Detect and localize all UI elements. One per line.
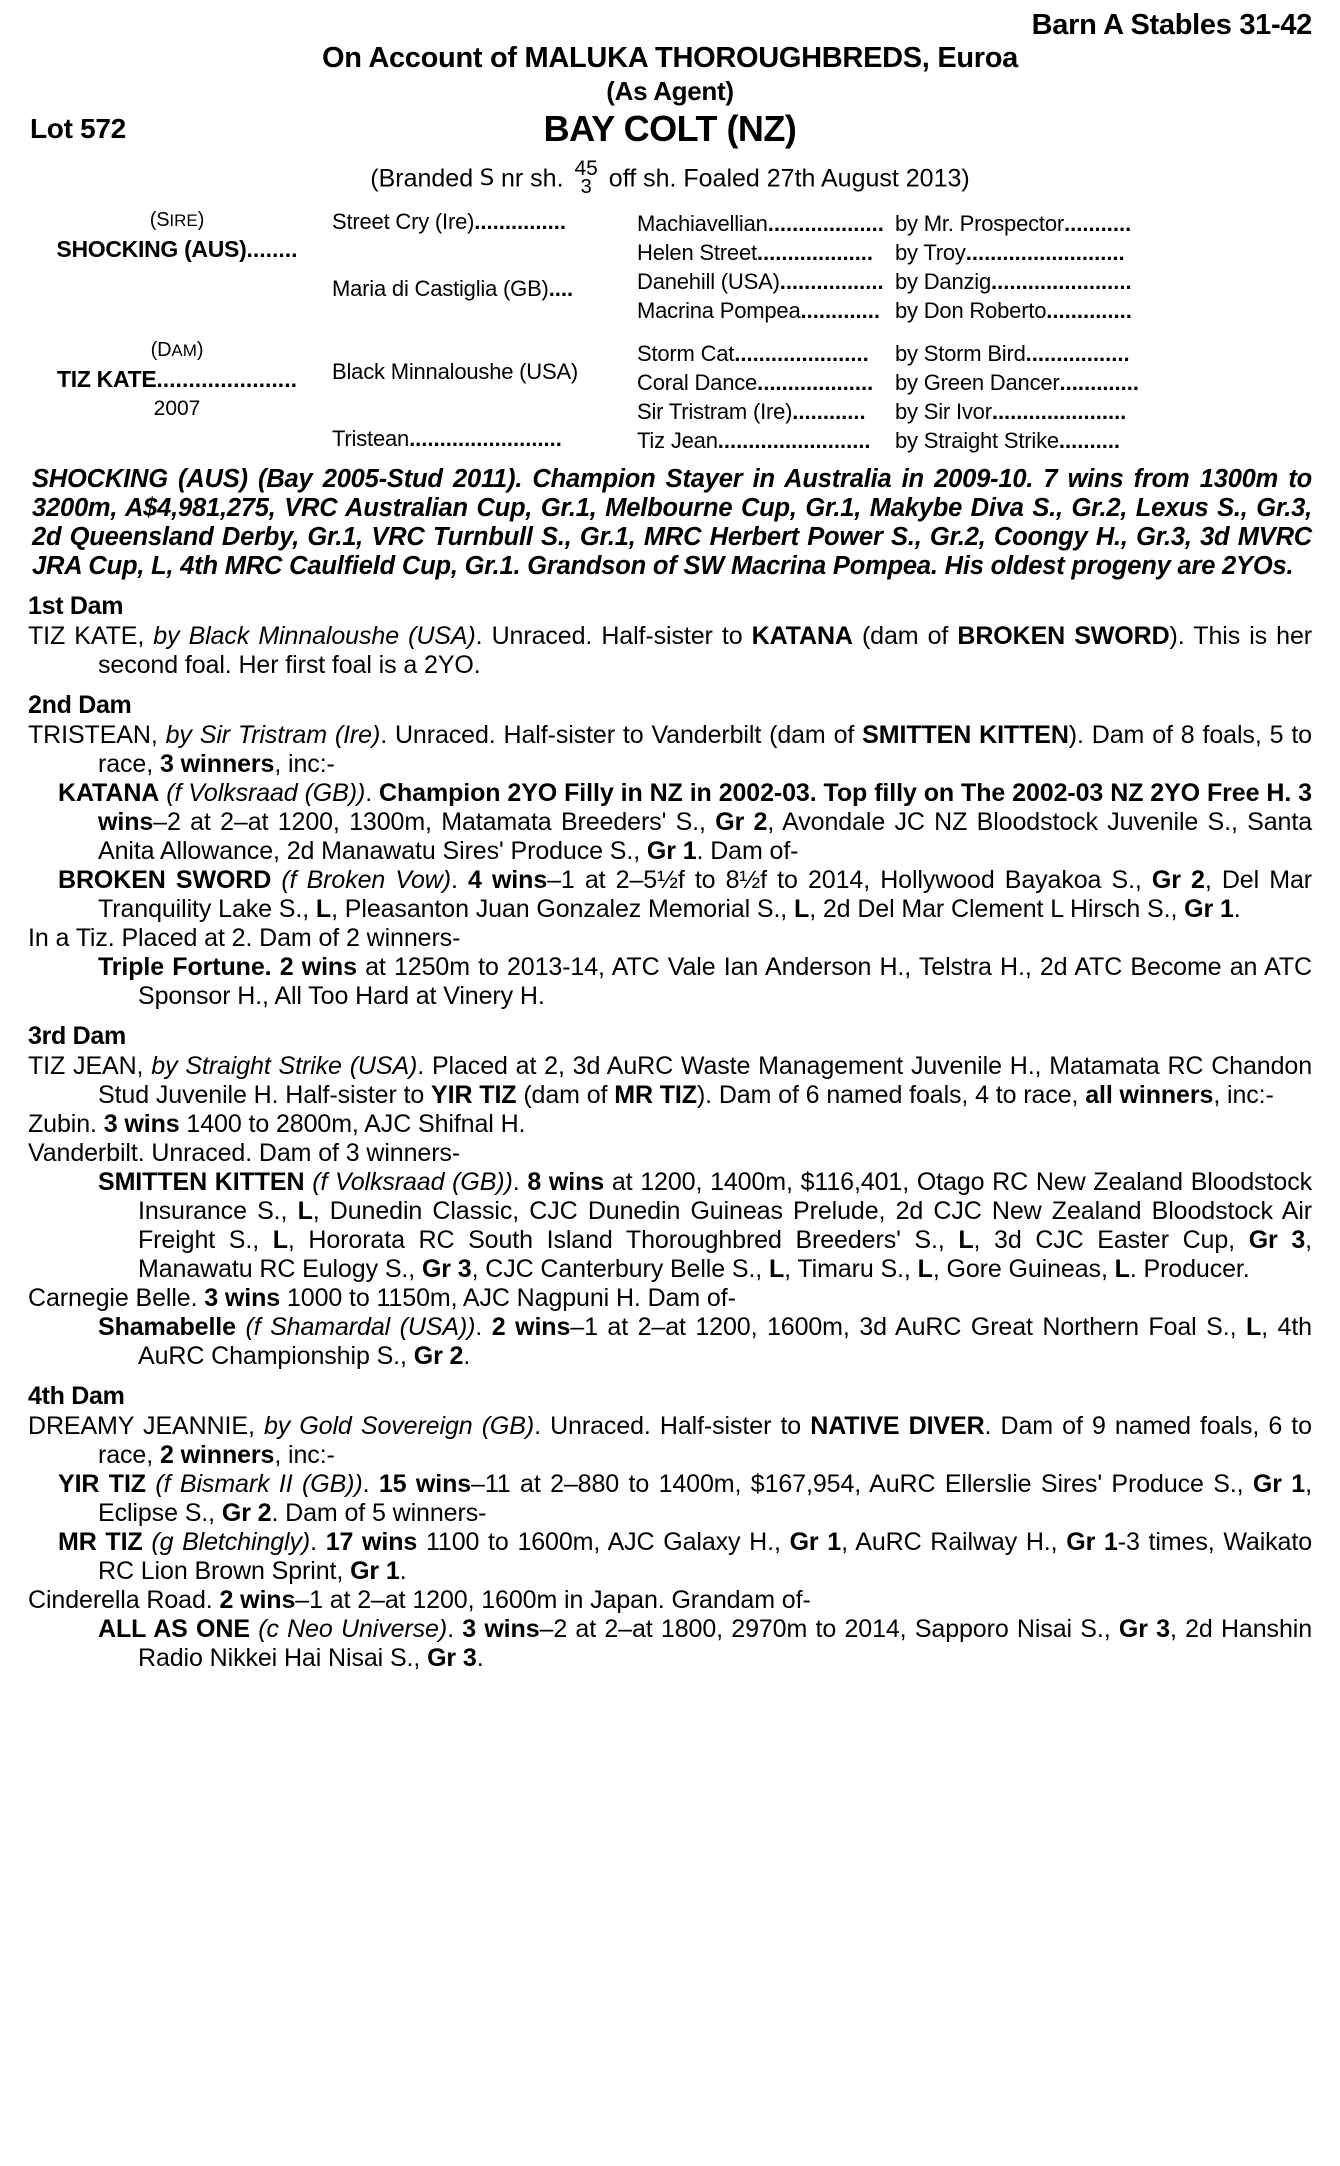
fourth-dam-name: DREAMY JEANNIE, xyxy=(28,1412,255,1441)
sire-parent-1-dots: ............... xyxy=(474,208,566,234)
subprogeny-sire: (c Neo Universe) xyxy=(258,1615,448,1644)
second-dam-sire: by Sir Tristram (Ire) xyxy=(165,721,381,750)
grandparent-sire xyxy=(895,397,1318,426)
fourth-dam-winners: 2 winners xyxy=(159,1441,275,1470)
gp-by-dots: .......................... xyxy=(965,239,1125,265)
gp-name-dots: ............ xyxy=(792,398,866,424)
gp-by-text: by Green Dancer xyxy=(895,369,1060,395)
grandparent-name xyxy=(637,426,895,455)
progeny-subentry xyxy=(22,1313,1318,1371)
progeny-sire: (f Bismark II (GB)) xyxy=(155,1470,363,1499)
gp-by-text: by Danzig xyxy=(895,268,992,294)
gp-by-dots: .............. xyxy=(1046,297,1132,323)
grandparent-name xyxy=(637,238,895,267)
progeny-name: YIR TIZ xyxy=(58,1470,146,1499)
pedigree-sire-grandparents-col xyxy=(637,209,1318,325)
dam-parent-2-name: Tristean xyxy=(332,425,410,451)
subprogeny-sire: (f Shamardal (USA)) xyxy=(245,1313,476,1342)
fourth-dam-body xyxy=(22,1412,1318,1470)
sire-parent-2-dots: .... xyxy=(548,275,574,301)
brand-description xyxy=(22,156,1318,199)
progeny-entry xyxy=(22,866,1318,924)
dam-role-label xyxy=(22,339,332,362)
progeny-entry xyxy=(22,779,1318,866)
agent-note: (As Agent) xyxy=(606,75,734,106)
progeny-subentry xyxy=(22,1615,1318,1673)
sire-parent-2-name: Maria di Castiglia (GB) xyxy=(332,275,549,301)
table-row xyxy=(637,209,1318,238)
fourth-dam-relative: NATIVE DIVER xyxy=(810,1412,985,1441)
third-dam-relative-2: MR TIZ xyxy=(614,1081,697,1110)
pedigree-table xyxy=(22,209,1318,455)
third-dam-sire: by Straight Strike (USA) xyxy=(151,1052,418,1081)
sire-name xyxy=(22,236,332,263)
pedigree-sire-parents-col xyxy=(332,209,637,325)
page-title: BAY COLT (NZ) xyxy=(543,107,797,149)
grandparent-sire xyxy=(895,238,1318,267)
gp-by-text: by Don Roberto xyxy=(895,297,1047,323)
grandparent-name xyxy=(637,397,895,426)
pedigree-dam-parents-col xyxy=(332,339,637,455)
table-row xyxy=(637,426,1318,455)
pedigree-dam-col xyxy=(22,339,332,455)
fourth-dam-text-b: . Dam of 9 named foals, 6 to race, xyxy=(98,1412,1312,1470)
gp-by-text: by Troy xyxy=(895,239,966,265)
third-dam-name: TIZ JEAN, xyxy=(28,1052,144,1081)
fourth-dam-sire: by Gold Sovereign (GB) xyxy=(263,1412,535,1441)
gp-by-text: by Mr. Prospector xyxy=(895,210,1064,236)
line-body: Unraced. Dam of 3 winners- xyxy=(144,1139,461,1168)
grandparent-name xyxy=(637,296,895,325)
first-dam-body xyxy=(22,622,1318,680)
gp-name-text: Machiavellian xyxy=(637,210,768,236)
second-dam-text-a: . Unraced. Half-sister to Vanderbilt (dam of xyxy=(380,721,863,750)
fourth-dam-text-c: , inc:- xyxy=(274,1441,335,1470)
dam-role-close: ) xyxy=(196,338,204,361)
gp-name-dots: ...................... xyxy=(734,340,869,366)
subprogeny-record: . 2 wins–1 at 2–at 1200, 1600m, 3d AuRC Great Northern Foal S., L, 4th AuRC Championship S., Gr 2. xyxy=(138,1313,1312,1371)
third-dam-subline: Carnegie Belle. 3 wins 1000 to 1150m, AJC Nagpuni H. Dam of- xyxy=(28,1284,736,1313)
line-body: 3 wins 1400 to 2800m, AJC Shifnal H. xyxy=(103,1110,526,1139)
gp-by-dots: ...................... xyxy=(991,398,1127,424)
sire-role-label xyxy=(22,209,332,232)
brand-prefix-text: (Branded xyxy=(370,164,474,193)
grandparent-sire xyxy=(895,209,1318,238)
second-dam-text-c: , inc:- xyxy=(274,750,335,779)
brand-suffix-text: off sh. Foaled 27th August 2013) xyxy=(608,164,970,193)
table-row xyxy=(637,397,1318,426)
sire-name-text: SHOCKING (AUS) xyxy=(56,235,247,262)
dam-role-smallcaps: AM xyxy=(171,340,197,360)
brand-symbol-icon: S xyxy=(479,166,495,192)
gp-name-text: Coral Dance xyxy=(637,369,758,395)
progeny-entry xyxy=(22,1168,1318,1284)
line-lead: Zubin. xyxy=(28,1110,97,1139)
dam-parent-2-dots: ......................... xyxy=(409,425,562,451)
third-dam-body xyxy=(22,1052,1318,1110)
grandparent-sire xyxy=(895,426,1318,455)
grandparent-sire xyxy=(895,296,1318,325)
gp-name-text: Helen Street xyxy=(637,239,757,265)
subprogeny-name: ALL AS ONE xyxy=(98,1615,250,1644)
fourth-dam-text-a: . Unraced. Half-sister to xyxy=(534,1412,811,1441)
brand-near-shoulder-text: nr sh. xyxy=(501,164,564,193)
pedigree-sire-col xyxy=(22,209,332,325)
second-dam-subline: In a Tiz. Placed at 2. Dam of 2 winners- xyxy=(28,924,461,953)
gp-name-dots: ................... xyxy=(756,239,874,265)
gp-name-dots: ................... xyxy=(757,369,874,395)
dam-name-dots: ...................... xyxy=(156,365,297,392)
lot-title-row xyxy=(22,109,1318,153)
dam-foaling-year: 2007 xyxy=(153,396,201,420)
second-dam-relative: SMITTEN KITTEN xyxy=(862,721,1069,750)
pedigree-dam-grandparents-col xyxy=(637,339,1318,455)
grandparent-name xyxy=(637,368,895,397)
brand-denominator: 3 xyxy=(580,176,592,199)
second-dam-name: TRISTEAN, xyxy=(28,721,158,750)
table-row xyxy=(637,296,1318,325)
line-lead: Vanderbilt. xyxy=(28,1139,145,1168)
table-row xyxy=(637,267,1318,296)
table-row xyxy=(637,368,1318,397)
gp-by-dots: ............. xyxy=(1059,369,1139,395)
subprogeny-record: 2 wins at 1250m to 2013-14, ATC Vale Ian Anderson H., Telstra H., 2d ATC Become an ATC Sponsor H., All Too Hard at Vinery H. xyxy=(138,953,1312,1011)
progeny-name: MR TIZ xyxy=(58,1528,143,1557)
first-dam-heading: 1st Dam xyxy=(28,592,124,621)
progeny-entry xyxy=(22,1528,1318,1586)
sire-parent-1-name: Street Cry (Ire) xyxy=(332,208,475,234)
first-dam-text-b: (dam of xyxy=(852,622,958,651)
gp-by-text: by Storm Bird xyxy=(895,340,1026,366)
dam-role-paren: (D xyxy=(150,338,172,361)
gp-name-dots: ................... xyxy=(767,210,884,236)
second-dam-text-b: ). Dam of 8 foals, 5 to race, xyxy=(98,721,1312,779)
fourth-dam-heading: 4th Dam xyxy=(28,1382,125,1411)
progeny-subentry xyxy=(22,953,1318,1011)
sire-parent-1 xyxy=(332,208,637,234)
vendor-account: On Account of MALUKA THOROUGHBREDS, Euroa xyxy=(321,42,1019,75)
first-dam-name: TIZ KATE, xyxy=(28,622,145,651)
progeny-record: . Champion 2YO Filly in NZ in 2002-03. Top filly on The 2002-03 NZ 2YO Free H. 3 wins–2 at 2–at 1200, 1300m, Matamata Breeders' S., Gr 2, Avondale JC NZ Bloodstock Juvenile S., Santa Anita Allowance, 2d Manawatu Sires' Produce S., Gr 1. Dam of- xyxy=(98,779,1312,866)
gp-name-text: Macrina Pompea xyxy=(637,297,801,323)
third-dam-heading: 3rd Dam xyxy=(28,1022,126,1051)
gp-by-text: by Sir Ivor xyxy=(895,398,992,424)
brand-number-fraction xyxy=(574,156,598,199)
gp-name-text: Danehill (USA) xyxy=(637,268,780,294)
sire-role-paren: (S xyxy=(149,208,170,231)
gp-name-text: Sir Tristram (Ire) xyxy=(637,398,793,424)
lot-number: Lot 572 xyxy=(30,112,126,144)
sire-role-smallcaps: IRE xyxy=(169,210,198,230)
first-dam-sire: by Black Minnaloushe (USA) xyxy=(153,622,476,651)
sire-parent-2 xyxy=(332,275,637,301)
brand-numerator: 45 xyxy=(574,156,598,180)
second-dam-winners: 3 winners xyxy=(159,750,275,779)
progeny-name: KATANA xyxy=(58,779,160,808)
pedigree-sire-block xyxy=(22,209,1318,325)
progeny-entry xyxy=(22,1470,1318,1528)
third-dam-text-b: (dam of xyxy=(516,1081,615,1110)
subprogeny-name: Triple Fortune. xyxy=(98,953,272,982)
sire-performance-paragraph: SHOCKING (AUS) (Bay 2005-Stud 2011). Champion Stayer in Australia in 2009-10. 7 wins from 1300m to 3200m, A$4,981,275, VRC Australian Cup, Gr.1, Melbourne Cup, Gr.1, Makybe Diva S., Gr.2, Lexus S., Gr.3, 2d Queensland Derby, Gr.1, VRC Turnbull S., Gr.1, MRC Herbert Power S., Gr.2, Coongy H., Gr.3, 3d MVRC JRA Cup, L, 4th MRC Caulfield Cup, Gr.1. Grandson of SW Macrina Pompea. His oldest progeny are 2YOs. xyxy=(32,464,1312,581)
gp-name-text: Tiz Jean xyxy=(637,427,718,453)
sire-role-close: ) xyxy=(197,208,205,231)
first-dam-relative-2: BROKEN SWORD xyxy=(957,622,1170,651)
progeny-name: SMITTEN KITTEN xyxy=(98,1168,305,1197)
pedigree-dam-block xyxy=(22,339,1318,455)
gp-by-dots: ....................... xyxy=(991,268,1132,294)
gp-by-dots: ........... xyxy=(1064,210,1132,236)
first-dam-text-c: ). This is her second foal. Her first foal is a 2YO. xyxy=(98,622,1312,680)
grandparent-sire xyxy=(895,368,1318,397)
dam-parent-1 xyxy=(332,358,637,384)
second-dam-heading: 2nd Dam xyxy=(28,691,132,720)
dam-parent-2 xyxy=(332,425,637,451)
dam-name xyxy=(22,366,332,393)
progeny-record: . 15 wins–11 at 2–880 to 1400m, $167,954, AuRC Ellerslie Sires' Produce S., Gr 1, Eclipse S., Gr 2. Dam of 5 winners- xyxy=(98,1470,1312,1528)
third-dam-text-a: . Placed at 2, 3d AuRC Waste Management Juvenile H., Matamata RC Chandon Stud Juvenile H. Half-sister to xyxy=(98,1052,1312,1110)
gp-name-dots: ................. xyxy=(779,268,884,294)
gp-name-dots: ......................... xyxy=(717,427,871,453)
subprogeny-name: Shamabelle xyxy=(98,1313,236,1342)
progeny-sire: (f Volksraad (GB)) xyxy=(166,779,366,808)
first-dam-relative: KATANA xyxy=(751,622,853,651)
fourth-dam-subline: Cinderella Road. 2 wins–1 at 2–at 1200, 1600m in Japan. Grandam of- xyxy=(28,1586,811,1615)
grandparent-sire xyxy=(895,339,1318,368)
progeny-sire: (f Broken Vow) xyxy=(281,866,451,895)
gp-name-text: Storm Cat xyxy=(637,340,735,366)
third-dam-text-d: , inc:- xyxy=(1213,1081,1274,1110)
gp-by-text: by Straight Strike xyxy=(895,427,1059,453)
sire-name-dots: ........ xyxy=(246,235,298,262)
progeny-sire: (g Bletchingly) xyxy=(151,1528,311,1557)
second-dam-body xyxy=(22,721,1318,779)
grandparent-name xyxy=(637,339,895,368)
third-dam-relative: YIR TIZ xyxy=(431,1081,517,1110)
gp-by-dots: ................. xyxy=(1025,340,1130,366)
dam-name-text: TIZ KATE xyxy=(57,365,157,392)
dam-parent-1-name: Black Minnaloushe (USA) xyxy=(332,358,579,384)
grandparent-name xyxy=(637,267,895,296)
gp-name-dots: ............. xyxy=(800,297,880,323)
grandparent-sire xyxy=(895,267,1318,296)
third-dam-winners: all winners xyxy=(1085,1081,1214,1110)
table-row xyxy=(637,339,1318,368)
progeny-record: . 17 wins 1100 to 1600m, AJC Galaxy H., Gr 1, AuRC Railway H., Gr 1-3 times, Waikato RC Lion Brown Sprint, Gr 1. xyxy=(98,1528,1312,1586)
third-dam-text-c: ). Dam of 6 named foals, 4 to race, xyxy=(696,1081,1086,1110)
subprogeny-record: . 3 wins–2 at 2–at 1800, 2970m to 2014, Sapporo Nisai S., Gr 3, 2d Hanshin Radio Nikkei Hai Nisai S., Gr 3. xyxy=(138,1615,1313,1673)
third-dam-line xyxy=(22,1139,1318,1168)
grandparent-name xyxy=(637,209,895,238)
table-row xyxy=(637,238,1318,267)
progeny-record: . 4 wins–1 at 2–5½f to 8½f to 2014, Hollywood Bayakoa S., Gr 2, Del Mar Tranquility Lake S., L, Pleasanton Juan Gonzalez Memorial S., L, 2d Del Mar Clement L Hirsch S., Gr 1. xyxy=(98,866,1312,924)
progeny-record: . 8 wins at 1200, 1400m, $116,401, Otago RC New Zealand Bloodstock Insurance S., L, Dunedin Classic, CJC Dunedin Guineas Prelude, 2d CJC New Zealand Bloodstock Air Freight S., L, Hororata RC South Island Thoroughbred Breeders' S., L, 3d CJC Easter Cup, Gr 3, Manawatu RC Eulogy S., Gr 3, CJC Canterbury Belle S., L, Timaru S., L, Gore Guineas, L. Producer. xyxy=(138,1168,1312,1284)
gp-by-dots: .......... xyxy=(1058,427,1121,453)
first-dam-text-a: . Unraced. Half-sister to xyxy=(475,622,752,651)
progeny-name: BROKEN SWORD xyxy=(58,866,272,895)
third-dam-line xyxy=(22,1110,1318,1139)
barn-location: Barn A Stables 31-42 xyxy=(1031,9,1312,41)
progeny-sire: (f Volksraad (GB)) xyxy=(312,1168,513,1197)
